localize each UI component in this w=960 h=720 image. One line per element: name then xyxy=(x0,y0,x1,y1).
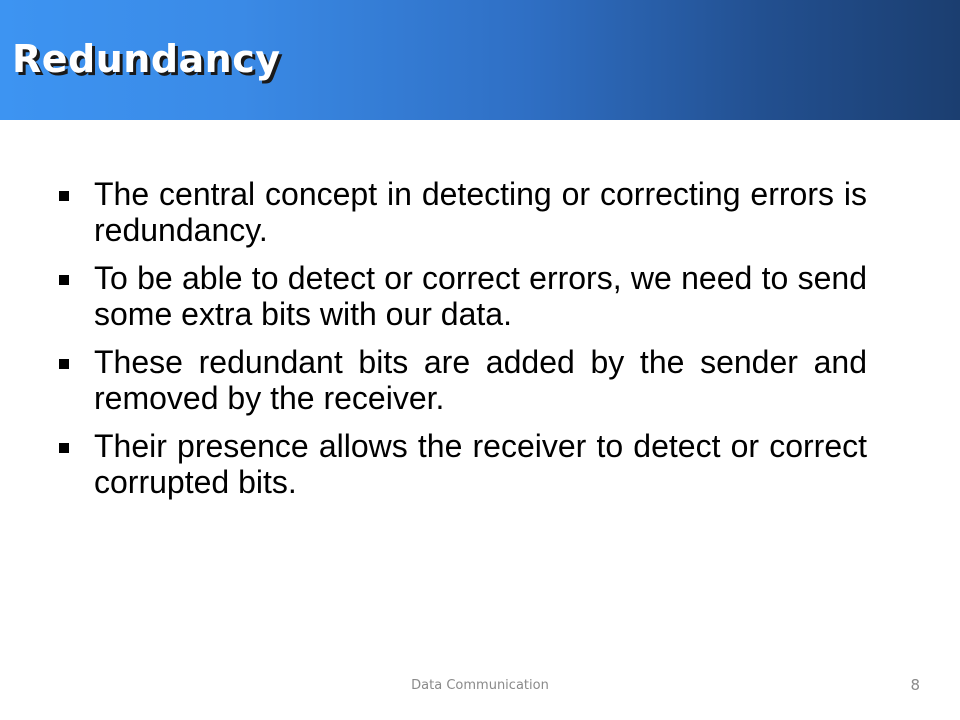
square-bullet-icon xyxy=(59,275,69,285)
bullet-list xyxy=(57,176,867,512)
slide-title: Redundancy xyxy=(12,37,281,81)
bullet-text: These redundant bits are added by the sender and removed by the receiver. xyxy=(94,344,867,416)
bullet-item xyxy=(57,260,867,332)
bullet-text: To be able to detect or correct errors, we need to send some extra bits with our data. xyxy=(94,260,867,332)
square-bullet-icon xyxy=(59,443,69,453)
bullet-text: Their presence allows the receiver to detect or correct corrupted bits. xyxy=(94,428,867,500)
bullet-item xyxy=(57,428,867,500)
bullet-item xyxy=(57,344,867,416)
bullet-text: The central concept in detecting or correcting errors is redundancy. xyxy=(94,176,867,248)
slide-footer: Data Communication xyxy=(411,678,549,693)
bullet-item xyxy=(57,176,867,248)
square-bullet-icon xyxy=(59,359,69,369)
page-number: 8 xyxy=(910,676,920,694)
title-bar xyxy=(0,0,960,120)
square-bullet-icon xyxy=(59,191,69,201)
